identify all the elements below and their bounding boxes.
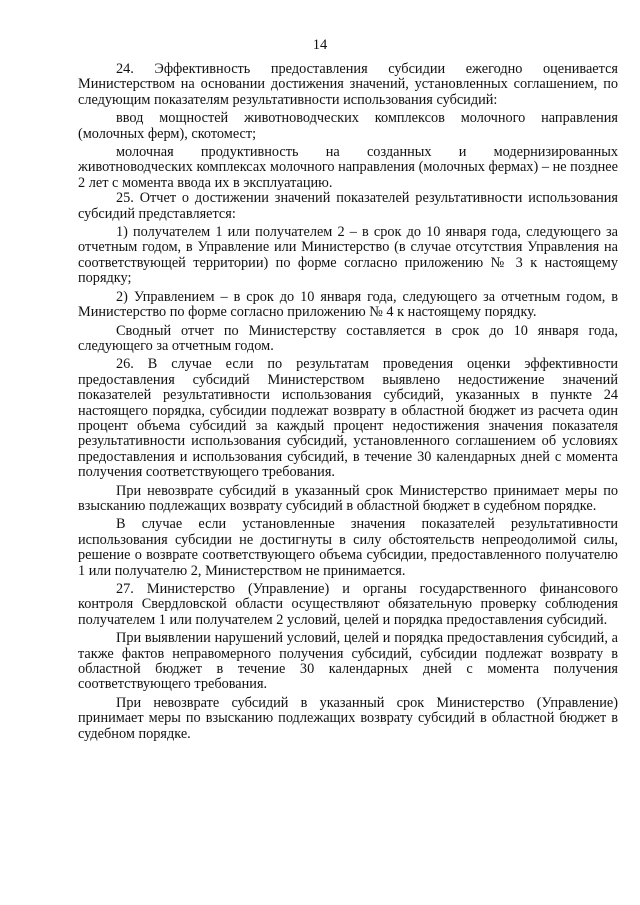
- document-body: [78, 62, 618, 742]
- paragraph-27-non-return: При невозврате субсидий в указанный срок Министерство (Управление) принимает меры по взысканию подлежащих возврату субсидий в областной бюджет в судебном порядке.: [78, 694, 618, 742]
- paragraph-26-non-return: При невозврате субсидий в указанный срок Министерство принимает меры по взысканию подлежащих возврату субсидий в областной бюджет в судебном порядке.: [78, 482, 618, 514]
- paragraph-25-item-1: 1) получателем 1 или получателем 2 – в срок до 10 января года, следующего за отчетным годом, в Управление или Министерство (в случае отсутствия Управления на соответствующей территории) по форме согласно приложению № 3 к настоящему порядку;: [78, 224, 618, 287]
- paragraph-25-item-2: 2) Управлением – в срок до 10 января года, следующего за отчетным годом, в Министерство по форме согласно приложению № 4 к настоящему порядку.: [78, 288, 618, 321]
- paragraph-24: 24. Эффективность предоставления субсидии ежегодно оценивается Министерством на основании достижения значений, установленных соглашением, по следующим показателям результативности использования субсидий:: [78, 61, 618, 108]
- summary-report-paragraph: Сводный отчет по Министерству составляется в срок до 10 января года, следующего за отчетным годом.: [78, 322, 618, 354]
- paragraph-27-violations: При выявлении нарушений условий, целей и порядка предоставления субсидий, а также фактов неправомерного получения субсидий, субсидии подлежат возврату в областной бюджет в течение 30 календарных дней с момента получения соответствующего требования.: [78, 630, 618, 693]
- paragraph-27: 27. Министерство (Управление) и органы государственного финансового контроля Свердловской области осуществляют обязательную проверку соблюдения получателем 1 или получателем 2 условий, целей и порядка предоставления субсидий.: [78, 581, 618, 628]
- paragraph-26: 26. В случае если по результатам проведения оценки эффективности предоставления субсидий Министерством выявлено недостижение значений показателей результативности использования субсидий, указанных в пункте 24 настоящего порядка, субсидии подлежат возврату в областной бюджет из расчета один процент объема субсидий за каждый процент недостижения значения показателя результативности использования субсидий, установленного соглашением об условиях предоставления и использования субсидий, в течение 30 календарных дней с момента получения соответствующего требования.: [78, 356, 618, 481]
- indicator-capacity: ввод мощностей животноводческих комплексов молочного направления (молочных ферм), скотомест;: [78, 110, 618, 142]
- paragraph-26-force-majeure: В случае если установленные значения показателей результативности использования субсидии не достигнуты в силу обстоятельств непреодолимой силы, решение о возврате соответствующего объема субсидии, предоставленного получателю 1 или получателю 2, Министерством не принимается.: [78, 516, 618, 579]
- page-number: 14: [312, 37, 328, 53]
- indicator-productivity: молочная продуктивность на созданных и модернизированных животноводческих комплексах молочного направления (молочных фермах) – не позднее 2 лет с момента ввода их в эксплуатацию.: [78, 144, 618, 191]
- paragraph-25: 25. Отчет о достижении значений показателей результативности использования субсидий представляется:: [78, 190, 618, 222]
